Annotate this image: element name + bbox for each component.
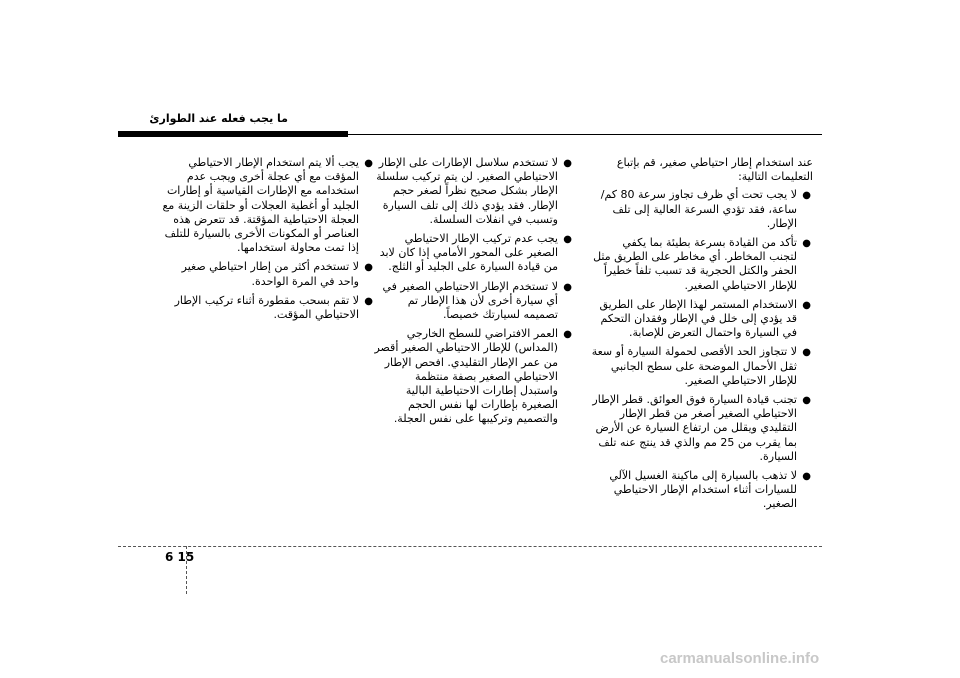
bullet-icon: ● bbox=[802, 347, 811, 359]
column-middle bbox=[374, 156, 574, 432]
list-item-text: لا يجب تحت أي ظرف تجاوز سرعة 80 كم/ساعة، فقد تؤدي السرعة العالية إلى تلف الإطار. bbox=[600, 188, 797, 230]
list-item bbox=[374, 327, 574, 426]
column-intro: عند استخدام إطار احتياطي صغير، قم بإتباع التعليمات التالية: bbox=[616, 156, 813, 184]
bullet-icon: ● bbox=[802, 395, 811, 407]
list-item bbox=[158, 260, 375, 288]
list-item bbox=[591, 393, 813, 464]
list-item bbox=[158, 156, 375, 255]
list-item bbox=[374, 280, 574, 323]
watermark: carmanualsonline.info bbox=[660, 650, 820, 667]
page-heading: ما يجب فعله عند الطوارئ bbox=[149, 112, 288, 125]
bullet-list bbox=[591, 188, 813, 511]
bullet-icon: ● bbox=[563, 234, 572, 246]
list-item-text: لا تتجاوز الحد الأقصى لحمولة السيارة أو سعة ثقل الأحمال الموضحة على سطح الجانبي للإطار الاحتياطي الصغير. bbox=[591, 345, 797, 387]
list-item-text: العمر الافتراضي للسطح الخارجي (المداس) للإطار الاحتياطي الصغير أقصر من عمر الإطار التقليدي. افحص الإطار الاحتياطي الصغير بصفة منتظمة واستبدل إطارات الاحتياطية البالية الصغيرة بإطارات لها نفس الحجم والتصميم وتركيبها على نفس العجلة. bbox=[374, 327, 558, 426]
list-item bbox=[591, 345, 813, 388]
list-item-text: لا تذهب بالسيارة إلى ماكينة الغسيل الآلي للسيارات أثناء استخدام الإطار الاحتياطي الصغير. bbox=[609, 469, 797, 511]
list-item-text: يجب عدم تركيب الإطار الاحتياطي الصغير على المحور الأمامي إذا كان لابد من قيادة السيارة على الجليد أو الثلج. bbox=[379, 232, 558, 274]
list-item-text: لا تستخدم الإطار الاحتياطي الصغير في أي سيارة أخرى لأن هذا الإطار تم تصميمه لسيارتك خصيصاً. bbox=[382, 279, 558, 322]
bullet-list bbox=[158, 156, 375, 322]
heading-rule bbox=[348, 134, 822, 135]
list-item-text: تجنب قيادة السيارة فوق العوائق. قطر الإطار الاحتياطي الصغير أصغر من قطر الإطار التقليدي ويقلل من ارتفاع السيارة عن الأرض بما يقرب من 25 مم والذي قد ينتج عنه تلف السيارة. bbox=[592, 393, 797, 463]
list-item-text: يجب ألا يتم استخدام الإطار الاحتياطي المؤقت مع أي عجلة أخرى ويجب عدم استخدامه مع الإطارات القياسية أو إطارات الجليد أو أغطية العجلات أو حلقات الزينة مع العجلة الاحتياطية المؤقتة. قد تتعرض هذه العناصر أو المكونات الأخرى بالسيارة للتلف إذا تمت محاولة استخدامها. bbox=[162, 156, 359, 255]
bullet-icon: ● bbox=[802, 190, 811, 202]
footer-rule bbox=[118, 546, 822, 547]
bullet-icon: ● bbox=[364, 295, 373, 307]
heading-bar bbox=[118, 131, 348, 137]
bullet-list bbox=[374, 156, 574, 427]
page-number: 6 15 bbox=[165, 550, 195, 564]
list-item bbox=[374, 232, 574, 275]
list-item bbox=[591, 236, 813, 293]
column-right bbox=[591, 156, 813, 517]
column-left bbox=[158, 156, 375, 327]
bullet-icon: ● bbox=[563, 158, 572, 169]
list-item bbox=[591, 469, 813, 512]
bullet-icon: ● bbox=[364, 262, 373, 274]
bullet-icon: ● bbox=[802, 471, 811, 483]
bullet-icon: ● bbox=[563, 329, 572, 341]
list-item-text: الاستخدام المستمر لهذا الإطار على الطريق قد يؤدي إلى خلل في الإطار وفقدان التحكم في السيارة واحتمال التعرض للإصابة. bbox=[599, 297, 797, 340]
list-item bbox=[374, 156, 574, 227]
bullet-icon: ● bbox=[802, 299, 811, 311]
list-item-text: لا تستخدم سلاسل الإطارات على الإطار الاحتياطي الصغير. لن يتم تركيب سلسلة الإطار بشكل صحيح نظراً لصغر حجم الإطار. فقد يؤدي ذلك إلى تلف السيارة وتسبب في انفلات السلسلة. bbox=[376, 156, 558, 226]
bullet-icon: ● bbox=[802, 238, 811, 250]
list-item bbox=[591, 298, 813, 341]
list-item-text: تأكد من القيادة بسرعة بطيئة بما يكفي لتجنب المخاطر. أي مخاطر على الطريق مثل الحفر والكتل الحجرية قد تسبب تلفاً خطيراً للإطار الاحتياطي الصغير. bbox=[593, 236, 797, 292]
list-item bbox=[591, 188, 813, 231]
list-item-text: لا تقم بسحب مقطورة أثناء تركيب الإطار الاحتياطي المؤقت. bbox=[174, 293, 359, 322]
bullet-icon: ● bbox=[364, 158, 373, 169]
list-item bbox=[158, 294, 375, 322]
bullet-icon: ● bbox=[563, 281, 572, 293]
list-item-text: لا تستخدم أكثر من إطار احتياطي صغير واحد في المرة الواحدة. bbox=[181, 260, 359, 288]
